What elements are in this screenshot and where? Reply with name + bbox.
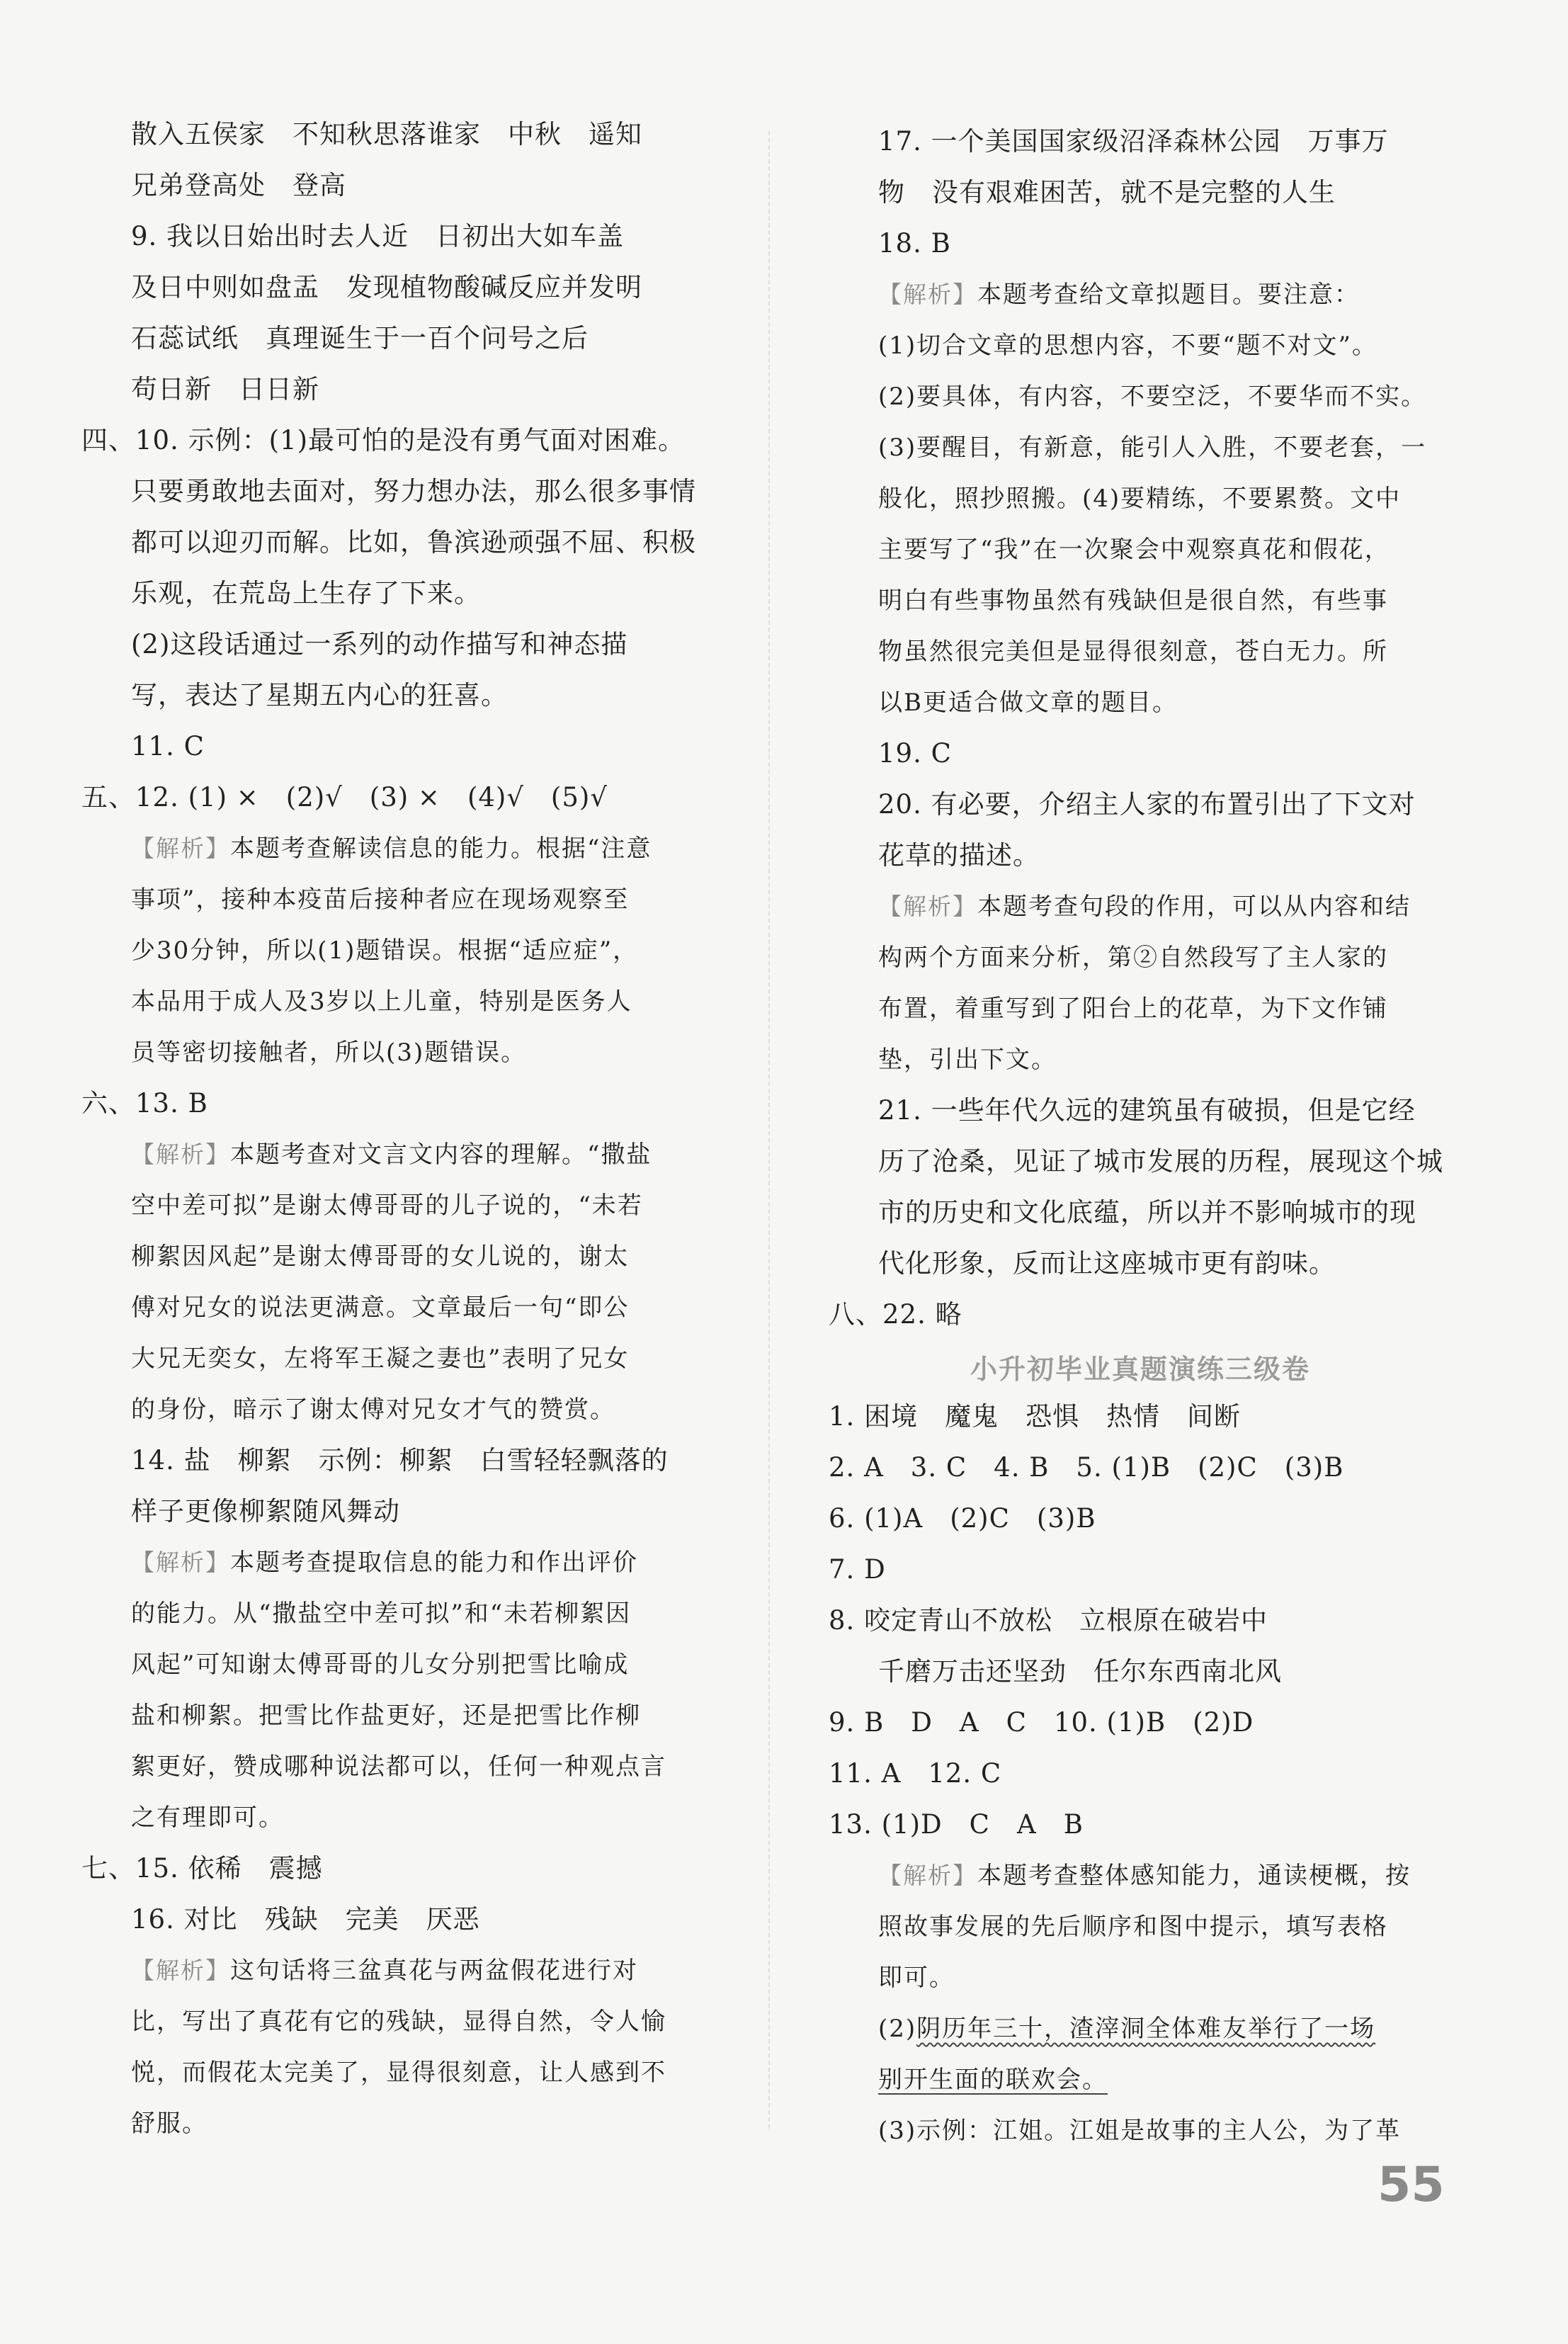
- text-line: [131, 1596, 631, 1631]
- line-text: 傅对兄女的说法更满意。文章最后一句“即公: [131, 1293, 630, 1322]
- line-text: 花草的描述。: [878, 840, 1040, 871]
- line-text: 即可。: [878, 1964, 955, 1992]
- line-text: 布置，着重写到了阳台上的花草，为下文作铺: [878, 995, 1388, 1023]
- text-line: [829, 1552, 886, 1587]
- text-line: [829, 1399, 1241, 1434]
- line-text: 本品用于成人及3岁以上儿童，特别是医务人: [131, 987, 632, 1016]
- line-text: 阴历年三十，渣滓洞全体难友举行了一场: [916, 2015, 1376, 2043]
- analysis-tag: 【解析】: [878, 1862, 977, 1889]
- line-text: 这句话将三盆真花与两盆假花进行对: [230, 1957, 638, 1985]
- text-line: [878, 481, 1401, 516]
- text-line: [878, 532, 1390, 567]
- line-text: 20. 有必要，介绍主人家的布置引出了下文对: [878, 789, 1416, 820]
- text-line: [878, 379, 1426, 414]
- text-line: [878, 2011, 1375, 2046]
- line-text: 物虽然很完美但是显得很刻意，苍白无力。所: [878, 638, 1388, 666]
- line-text: 2. A 3. C 4. B 5. (1)B (2)C (3)B: [829, 1452, 1344, 1483]
- line-text: 絮更好，赞成哪种说法都可以，任何一种观点言: [131, 1753, 666, 1781]
- text-line: [878, 2113, 1401, 2148]
- text-line: [131, 1494, 400, 1529]
- text-line: [131, 678, 508, 713]
- line-text: 样子更像柳絮随风舞动: [131, 1496, 400, 1527]
- text-line: [878, 787, 1416, 822]
- text-line: [878, 328, 1377, 363]
- text-line: [131, 576, 481, 611]
- text-line: [829, 1756, 1001, 1791]
- text-line: [131, 168, 346, 203]
- line-text: 市的历史和文化底蕴，所以并不影响城市的现: [878, 1197, 1416, 1228]
- line-text: (3)要醒目，有新意，能引人入胜，不要老套，一: [878, 434, 1427, 462]
- line-text: 的能力。从“撒盐空中差可拟”和“未若柳絮因: [131, 1600, 632, 1628]
- text-line: [131, 117, 642, 152]
- line-text: 只要勇敢地去面对，努力想办法，那么很多事情: [131, 476, 696, 506]
- line-text: 般化，照抄照搬。(4)要精练，不要累赘。文中: [878, 485, 1402, 513]
- text-line: [131, 882, 629, 917]
- line-text: 本题考查提取信息的能力和作出评价: [230, 1548, 638, 1577]
- line-text: 事项”，接种本疫苗后接种者应在现场观察至: [131, 885, 630, 914]
- text-line: [81, 780, 608, 815]
- text-line: [878, 634, 1388, 669]
- text-line: [131, 2004, 666, 2039]
- text-line: [829, 1603, 1268, 1638]
- line-text: (2)这段话通过一系列的动作描写和神态描: [131, 629, 628, 659]
- text-line: [878, 175, 1336, 210]
- text-line: [829, 1450, 1343, 1485]
- line-text: 11. A 12. C: [829, 1758, 1002, 1789]
- text-line: [878, 226, 951, 261]
- line-text: 都可以迎刃而解。比如，鲁滨逊顽强不屈、积极: [131, 527, 696, 557]
- text-line: [878, 736, 952, 771]
- line-text: 六、13. B: [81, 1088, 208, 1119]
- text-line: [131, 219, 624, 254]
- text-line: [878, 430, 1426, 465]
- analysis-tag: 【解析】: [878, 893, 977, 920]
- line-text: 四、10. 示例：(1)最可怕的是没有勇气面对困难。: [81, 425, 686, 455]
- text-line: [878, 1042, 1057, 1077]
- line-text: 构两个方面来分析，第②自然段写了主人家的: [878, 944, 1388, 972]
- text-line: [131, 321, 589, 356]
- text-line: [81, 423, 685, 458]
- line-text: 本题考查句段的作用，可以从内容和结: [977, 893, 1411, 921]
- line-text: 七、15. 依稀 震撼: [81, 1853, 323, 1884]
- text-line: [878, 277, 1360, 312]
- line-text: 1. 困境 魔鬼 恐惧 热情 间断: [829, 1401, 1242, 1432]
- text-line: [878, 1246, 1336, 1281]
- text-line: [131, 2106, 208, 2141]
- line-text: 悦，而假花太完美了，显得很刻意，让人感到不: [131, 2059, 666, 2087]
- text-line: [131, 1902, 480, 1937]
- text-line: [878, 1858, 1411, 1893]
- text-line: [131, 1341, 629, 1376]
- text-line: [131, 525, 696, 560]
- analysis-tag: 【解析】: [131, 834, 230, 862]
- line-text: 乐观，在荒岛上生存了下来。: [131, 578, 481, 608]
- line-text: 17. 一个美国国家级沼泽森林公园 万事万: [878, 126, 1389, 157]
- text-line: [131, 1647, 629, 1682]
- line-text: 散入五侯家 不知秋思落谁家 中秋 遥知: [131, 119, 642, 149]
- text-line: [131, 627, 627, 662]
- line-text: 代化形象，反而让这座城市更有韵味。: [878, 1248, 1336, 1279]
- line-text: 9. 我以日始出时去人近 日初出大如车盖: [131, 221, 625, 251]
- text-line: [878, 838, 1040, 873]
- text-line: [878, 991, 1388, 1026]
- text-line: [131, 2055, 666, 2090]
- line-text: 明白有些事物虽然有残缺但是很自然，有些事: [878, 587, 1388, 615]
- line-text: 19. C: [878, 738, 952, 769]
- line-text: 14. 盐 柳絮 示例：柳絮 白雪轻轻飘落的: [131, 1445, 669, 1476]
- line-text: 13. (1)D C A B: [829, 1809, 1084, 1840]
- text-line: [131, 1035, 526, 1070]
- text-line: [878, 124, 1389, 159]
- line-text: 物 没有艰难困苦，就不是完整的人生: [878, 177, 1336, 208]
- section-title: 小升初毕业真题演练三级卷: [970, 1354, 1311, 1385]
- analysis-tag: 【解析】: [131, 1140, 230, 1168]
- text-line: [131, 729, 205, 764]
- line-text: 千磨万击还坚劲 任尔东西南北风: [878, 1656, 1282, 1687]
- line-text: 8. 咬定青山不放松 立根原在破岩中: [829, 1605, 1268, 1636]
- text-line: [131, 984, 632, 1019]
- text-line: [829, 1807, 1084, 1842]
- text-line: [878, 1654, 1282, 1689]
- page-number: 55: [1377, 2157, 1445, 2213]
- line-text: 员等密切接触者，所以(3)题错误。: [131, 1038, 527, 1067]
- line-text: 少30分钟，所以(1)题错误。根据“适应症”，: [131, 936, 639, 965]
- line-text: 之有理即可。: [131, 1804, 284, 1832]
- line-text: (1)切合文章的思想内容，不要“题不对文”。: [878, 332, 1377, 360]
- line-text: 18. B: [878, 228, 951, 259]
- text-line: [131, 1698, 641, 1733]
- line-text: 9. B D A C 10. (1)B (2)D: [829, 1707, 1254, 1738]
- text-line: [81, 1851, 323, 1886]
- line-text: 苟日新 日日新: [131, 374, 319, 404]
- text-line: [131, 933, 638, 968]
- text-line: [131, 831, 652, 866]
- line-text: 空中差可拟”是谢太傅哥哥的儿子说的，“未若: [131, 1191, 643, 1220]
- text-line: [131, 270, 642, 305]
- text-line: [878, 1195, 1416, 1230]
- text-line: [131, 1188, 643, 1223]
- line-text: 五、12. (1) × (2)√ (3) × (4)√ (5)√: [81, 782, 608, 813]
- text-line: [878, 1909, 1388, 1944]
- text-line: [131, 474, 696, 509]
- line-text: 本题考查解读信息的能力。根据“注意: [230, 834, 652, 863]
- text-line: [131, 1545, 638, 1580]
- line-text: 兄弟登高处 登高: [131, 170, 346, 200]
- line-text: 以B更适合做文章的题目。: [878, 689, 1178, 717]
- text-line: [81, 1086, 208, 1121]
- text-line: [878, 1093, 1416, 1128]
- line-text: 本题考查对文言文内容的理解。“撒盐: [230, 1140, 652, 1169]
- line-prefix: (2): [878, 2015, 917, 2043]
- text-line: [829, 1501, 1096, 1536]
- line-text: 21. 一些年代久远的建筑虽有破损，但是它经: [878, 1095, 1416, 1126]
- line-text: 比，写出了真花有它的残缺，显得自然，令人愉: [131, 2008, 666, 2036]
- text-line: [878, 940, 1388, 975]
- line-text: 别开生面的联欢会。: [878, 2066, 1108, 2094]
- line-text: (2)要具体，有内容，不要空泛，不要华而不实。: [878, 383, 1427, 411]
- text-line: [131, 372, 319, 407]
- line-text: 柳絮因风起”是谢太傅哥哥的女儿说的，谢太: [131, 1242, 630, 1271]
- text-line: [131, 1953, 638, 1988]
- line-text: (3)示例：江姐。江姐是故事的主人公，为了革: [878, 2117, 1402, 2145]
- text-line: [878, 2062, 1108, 2097]
- analysis-tag: 【解析】: [131, 1548, 230, 1576]
- line-text: 历了沧桑，见证了城市发展的历程，展现这个城: [878, 1146, 1443, 1177]
- line-text: 写，表达了星期五内心的狂喜。: [131, 680, 508, 710]
- line-text: 照故事发展的先后顺序和图中提示，填写表格: [878, 1913, 1388, 1941]
- text-line: [878, 1144, 1443, 1179]
- text-line: [131, 1290, 629, 1325]
- text-line: [829, 1705, 1254, 1740]
- text-line: [131, 1443, 669, 1478]
- text-line: [131, 1239, 629, 1274]
- text-line: [131, 1749, 666, 1784]
- line-text: 及日中则如盘盂 发现植物酸碱反应并发明: [131, 272, 642, 302]
- text-line: [878, 1960, 955, 1995]
- line-text: 垫，引出下文。: [878, 1046, 1057, 1074]
- line-text: 11. C: [131, 731, 205, 761]
- line-text: 的身份，暗示了谢太傅对兄女才气的赞赏。: [131, 1395, 615, 1424]
- line-text: 主要写了“我”在一次聚会中观察真花和假花，: [878, 536, 1390, 564]
- line-text: 大兄无奕女，左将军王凝之妻也”表明了兄女: [131, 1344, 630, 1373]
- text-line: [878, 583, 1388, 618]
- text-line: [131, 1392, 615, 1427]
- line-text: 风起”可知谢太傅哥哥的儿女分别把雪比喻成: [131, 1651, 630, 1679]
- line-text: 石蕊试纸 真理诞生于一百个问号之后: [131, 323, 589, 353]
- line-text: 盐和柳絮。把雪比作盐更好，还是把雪比作柳: [131, 1702, 641, 1730]
- line-text: 舒服。: [131, 2110, 208, 2138]
- line-text: 6. (1)A (2)C (3)B: [829, 1503, 1096, 1534]
- text-line: [131, 1137, 652, 1172]
- line-text: 八、22. 略: [829, 1299, 962, 1330]
- text-line: [131, 1800, 284, 1835]
- text-line: [878, 685, 1178, 720]
- column-divider: [768, 131, 770, 2129]
- text-line: [829, 1297, 962, 1332]
- line-text: 7. D: [829, 1554, 886, 1585]
- analysis-tag: 【解析】: [131, 1957, 230, 1984]
- line-text: 本题考查整体感知能力，通读梗概，按: [977, 1862, 1411, 1890]
- text-line: [878, 889, 1411, 924]
- analysis-tag: 【解析】: [878, 281, 977, 308]
- line-text: 本题考查给文章拟题目。要注意：: [977, 281, 1360, 309]
- line-text: 16. 对比 残缺 完美 厌恶: [131, 1904, 480, 1935]
